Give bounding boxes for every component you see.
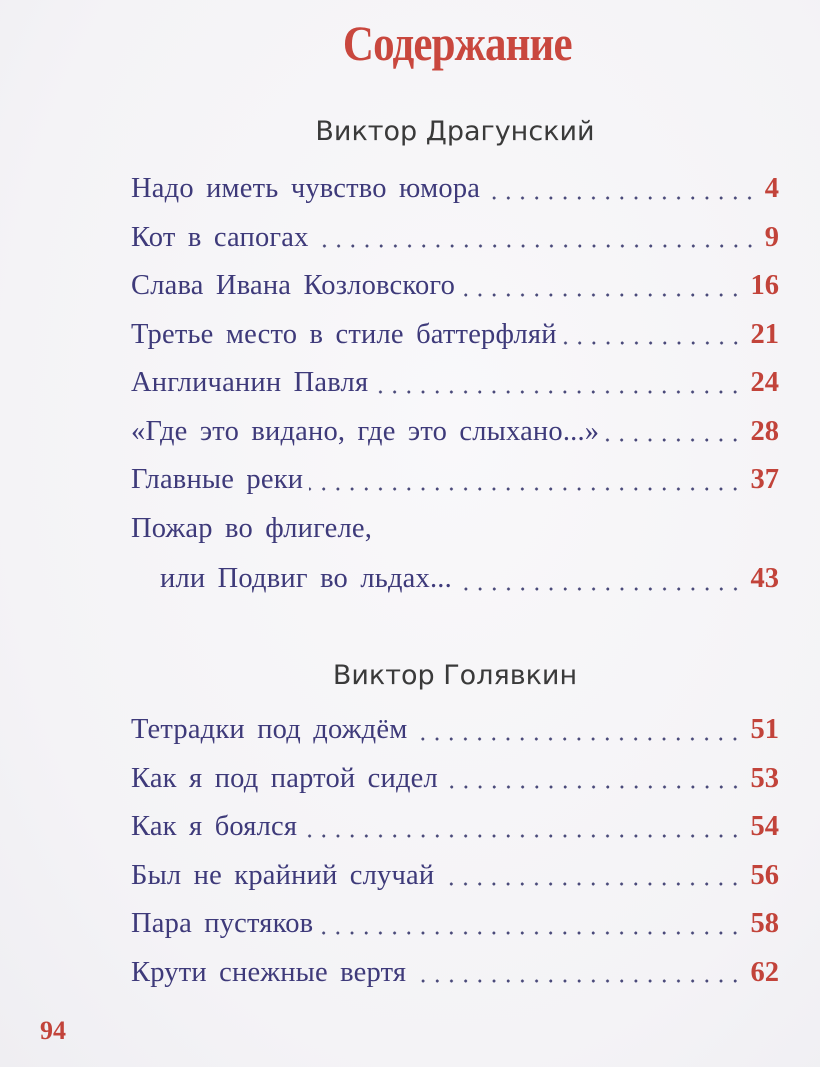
page-number: 94 [40,1016,66,1045]
toc-entry[interactable] [131,949,779,998]
toc-entry-page: 9 [764,221,779,253]
dot-leader [486,196,757,200]
dot-leader [309,487,742,491]
toc-entry-page: 56 [750,859,779,891]
toc-entry-page: 16 [750,270,779,302]
toc-entry-title: Пара пустяков [131,908,314,940]
toc-entry-title: Пожар во флигеле, [131,512,373,544]
toc-entry-page: 54 [750,811,779,843]
toc-entry-title: Главные реки [131,464,304,496]
toc-entry-title: Англичанин Павля [131,367,369,399]
toc-entry[interactable] [131,262,779,311]
toc-entry[interactable] [131,456,779,505]
toc-entry-page: 37 [750,464,779,496]
toc-entry[interactable] [131,852,779,901]
toc-entry[interactable] [131,408,779,457]
toc-entry[interactable] [131,706,779,755]
toc-entry[interactable] [131,900,779,949]
toc-entry-page: 4 [764,173,779,205]
toc-entry-title: Надо иметь чувство юмора [131,173,481,205]
toc-entry-page: 24 [750,367,779,399]
toc-entry-line-1 [131,505,779,553]
dot-leader [315,244,757,248]
section-author-dragunsky: Виктор Драгунский [315,116,595,147]
toc-entry-page: 21 [750,318,779,350]
toc-entry-page: 58 [750,908,779,940]
dot-leader [461,293,742,297]
toc-entry-page: 51 [750,714,779,746]
section-author-golyavkin: Виктор Голявкин [332,660,578,691]
toc-entry[interactable] [131,165,779,214]
toc-entry-title-continued: или Подвиг во льдах... [160,562,452,594]
dot-leader [303,834,742,838]
toc-entry[interactable] [131,214,779,263]
dot-leader [413,737,742,741]
toc-entry-title: Как я под партой сидел [131,762,438,794]
dot-leader [412,979,742,983]
toc-list-golyavkin [131,706,779,997]
toc-entry-title: Слава Ивана Козловского [131,270,456,302]
toc-entry[interactable] [131,311,779,360]
toc-entry[interactable] [131,359,779,408]
toc-entry[interactable] [131,505,779,610]
dot-leader [458,587,743,591]
dot-leader [563,341,743,345]
dot-leader [605,438,742,442]
toc-entry-title: Как я боялся [131,811,298,843]
page-title: Содержание [342,15,572,71]
toc-entry-page: 43 [750,562,779,594]
toc-entry-title: Тетрадки под дождём [131,714,408,746]
dot-leader [444,785,743,789]
toc-entry[interactable] [131,803,779,852]
toc-entry[interactable] [131,755,779,804]
toc-entry-title: Крути снежные вертя [131,956,407,988]
dot-leader [440,882,742,886]
toc-entry-page: 53 [750,762,779,794]
toc-entry-page: 62 [750,956,779,988]
toc-entry-page: 28 [750,415,779,447]
toc-entry-line-2 [131,553,779,605]
toc-entry-title: Третье место в стиле баттерфляй [131,318,557,350]
toc-entry-title: Был не крайний случай [131,859,435,891]
toc-list-dragunsky [131,165,779,610]
toc-entry-title: «Где это видано, где это слыхано...» [131,415,600,447]
toc-entry-title: Кот в сапогах [131,221,309,253]
dot-leader [319,931,742,935]
dot-leader [374,390,742,394]
